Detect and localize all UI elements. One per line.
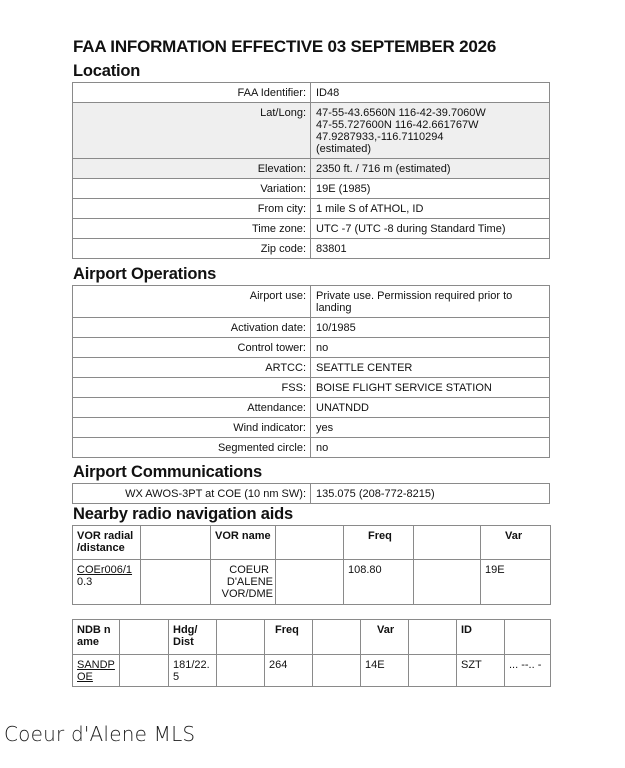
header-line: Hdg/	[173, 624, 198, 636]
table-row	[73, 655, 551, 687]
control-tower-value: no	[311, 338, 550, 358]
fss-label: FSS:	[73, 378, 311, 398]
empty-cell	[141, 560, 211, 605]
elevation-value: 2350 ft. / 716 m (estimated)	[311, 159, 550, 179]
vor-table	[72, 525, 551, 605]
table-row	[73, 378, 550, 398]
wind-indicator-value: yes	[311, 418, 550, 438]
vor-var-header: Var	[481, 526, 551, 560]
ndb-name-line[interactable]: OE	[77, 671, 93, 683]
attendance-value: UNATNDD	[311, 398, 550, 418]
variation-label: Variation:	[73, 179, 311, 199]
fss-value: BOISE FLIGHT SERVICE STATION	[311, 378, 550, 398]
navaids-heading: Nearby radio navigation aids	[73, 505, 293, 523]
empty-cell	[414, 560, 481, 605]
table-header-row	[73, 526, 551, 560]
ndb-hdg-header	[169, 620, 217, 655]
communications-heading: Airport Communications	[73, 463, 263, 481]
empty-header	[313, 620, 361, 655]
empty-header	[505, 620, 551, 655]
header-line: NDB n	[77, 624, 111, 636]
operations-table	[72, 285, 550, 458]
ndb-hdg-line: 5	[173, 671, 180, 683]
attendance-label: Attendance:	[73, 398, 311, 418]
ndb-name-header	[73, 620, 120, 655]
vor-name-line: D'ALENE	[226, 576, 273, 588]
location-heading: Location	[73, 62, 141, 80]
empty-cell	[276, 560, 344, 605]
table-row	[73, 179, 550, 199]
empty-header	[276, 526, 344, 560]
vor-freq-cell: 108.80	[344, 560, 414, 605]
zip-code-label: Zip code:	[73, 239, 311, 259]
vor-radial-line: 0.3	[77, 576, 93, 588]
elevation-label: Elevation:	[73, 159, 311, 179]
control-tower-label: Control tower:	[73, 338, 311, 358]
table-row	[73, 219, 550, 239]
ndb-name-cell[interactable]	[73, 655, 120, 687]
table-row	[73, 286, 550, 318]
ndb-var-cell: 14E	[361, 655, 409, 687]
faa-identifier-label: FAA Identifier:	[73, 83, 311, 103]
artcc-label: ARTCC:	[73, 358, 311, 378]
faa-identifier-value: ID48	[311, 83, 550, 103]
location-table	[72, 82, 550, 259]
vor-name-header: VOR name	[211, 526, 276, 560]
wind-indicator-label: Wind indicator:	[73, 418, 311, 438]
table-row	[73, 83, 550, 103]
empty-header	[217, 620, 265, 655]
table-row	[73, 318, 550, 338]
empty-header	[120, 620, 169, 655]
table-row	[73, 484, 550, 504]
ndb-var-header: Var	[361, 620, 409, 655]
table-row	[73, 358, 550, 378]
vor-radial-cell[interactable]	[73, 560, 141, 605]
vor-radial-header	[73, 526, 141, 560]
table-row	[73, 239, 550, 259]
mls-watermark: Coeur d'Alene MLS	[4, 722, 196, 746]
airport-use-value	[311, 286, 550, 318]
lat-long-decimal: 47.9287933,-116.7110294	[316, 131, 444, 143]
airport-use-line: Private use. Permission required prior to	[316, 290, 513, 302]
lat-long-dm: 47-55.727600N 116-42.661767W	[316, 119, 479, 131]
ndb-freq-cell: 264	[265, 655, 313, 687]
airport-use-label: Airport use:	[73, 286, 311, 318]
artcc-value: SEATTLE CENTER	[311, 358, 550, 378]
activation-date-value: 10/1985	[311, 318, 550, 338]
header-line: Dist	[173, 636, 194, 648]
table-row	[73, 438, 550, 458]
vor-var-cell: 19E	[481, 560, 551, 605]
vor-name-line: COEUR	[229, 564, 269, 576]
empty-header	[409, 620, 457, 655]
time-zone-label: Time zone:	[73, 219, 311, 239]
empty-header	[141, 526, 211, 560]
ndb-hdg-line: 181/22.	[173, 659, 210, 671]
table-row	[73, 103, 550, 159]
lat-long-value	[311, 103, 550, 159]
variation-value: 19E (1985)	[311, 179, 550, 199]
ndb-name-link[interactable]	[77, 659, 115, 683]
ndb-morse-cell: ... --.. -	[505, 655, 551, 687]
empty-header	[414, 526, 481, 560]
wx-awos-value: 135.075 (208-772-8215)	[311, 484, 550, 504]
vor-freq-header: Freq	[344, 526, 414, 560]
table-row	[73, 338, 550, 358]
from-city-label: From city:	[73, 199, 311, 219]
table-row	[73, 560, 551, 605]
vor-name-cell	[211, 560, 276, 605]
zip-code-value: 83801	[311, 239, 550, 259]
ndb-id-cell: SZT	[457, 655, 505, 687]
ndb-table	[72, 619, 551, 687]
empty-cell	[217, 655, 265, 687]
empty-cell	[120, 655, 169, 687]
table-row	[73, 418, 550, 438]
operations-heading: Airport Operations	[73, 265, 217, 283]
communications-table	[72, 483, 550, 504]
time-zone-value: UTC -7 (UTC -8 during Standard Time)	[311, 219, 550, 239]
ndb-id-header: ID	[457, 620, 505, 655]
wx-awos-label: WX AWOS-3PT at COE (10 nm SW):	[73, 484, 311, 504]
from-city-value: 1 mile S of ATHOL, ID	[311, 199, 550, 219]
empty-cell	[409, 655, 457, 687]
segmented-circle-value: no	[311, 438, 550, 458]
vor-radial-link[interactable]	[77, 564, 132, 576]
table-header-row	[73, 620, 551, 655]
table-row	[73, 159, 550, 179]
activation-date-label: Activation date:	[73, 318, 311, 338]
lat-long-label: Lat/Long:	[73, 103, 311, 159]
lat-long-note: (estimated)	[316, 143, 372, 155]
table-row	[73, 398, 550, 418]
segmented-circle-label: Segmented circle:	[73, 438, 311, 458]
vor-name-line: VOR/DME	[221, 588, 273, 600]
page-title: FAA INFORMATION EFFECTIVE 03 SEPTEMBER 2026	[73, 37, 497, 56]
table-row	[73, 199, 550, 219]
airport-use-line: landing	[316, 302, 352, 314]
ndb-freq-header: Freq	[265, 620, 313, 655]
header-line: VOR radial	[77, 530, 134, 542]
vor-radial-line[interactable]: COEr006/1	[77, 564, 133, 576]
ndb-name-line[interactable]: SANDP	[77, 659, 115, 671]
header-line: /distance	[77, 542, 125, 554]
lat-long-dms: 47-55-43.6560N 116-42-39.7060W	[316, 107, 486, 119]
empty-cell	[313, 655, 361, 687]
ndb-hdg-cell	[169, 655, 217, 687]
header-line: ame	[77, 636, 100, 648]
